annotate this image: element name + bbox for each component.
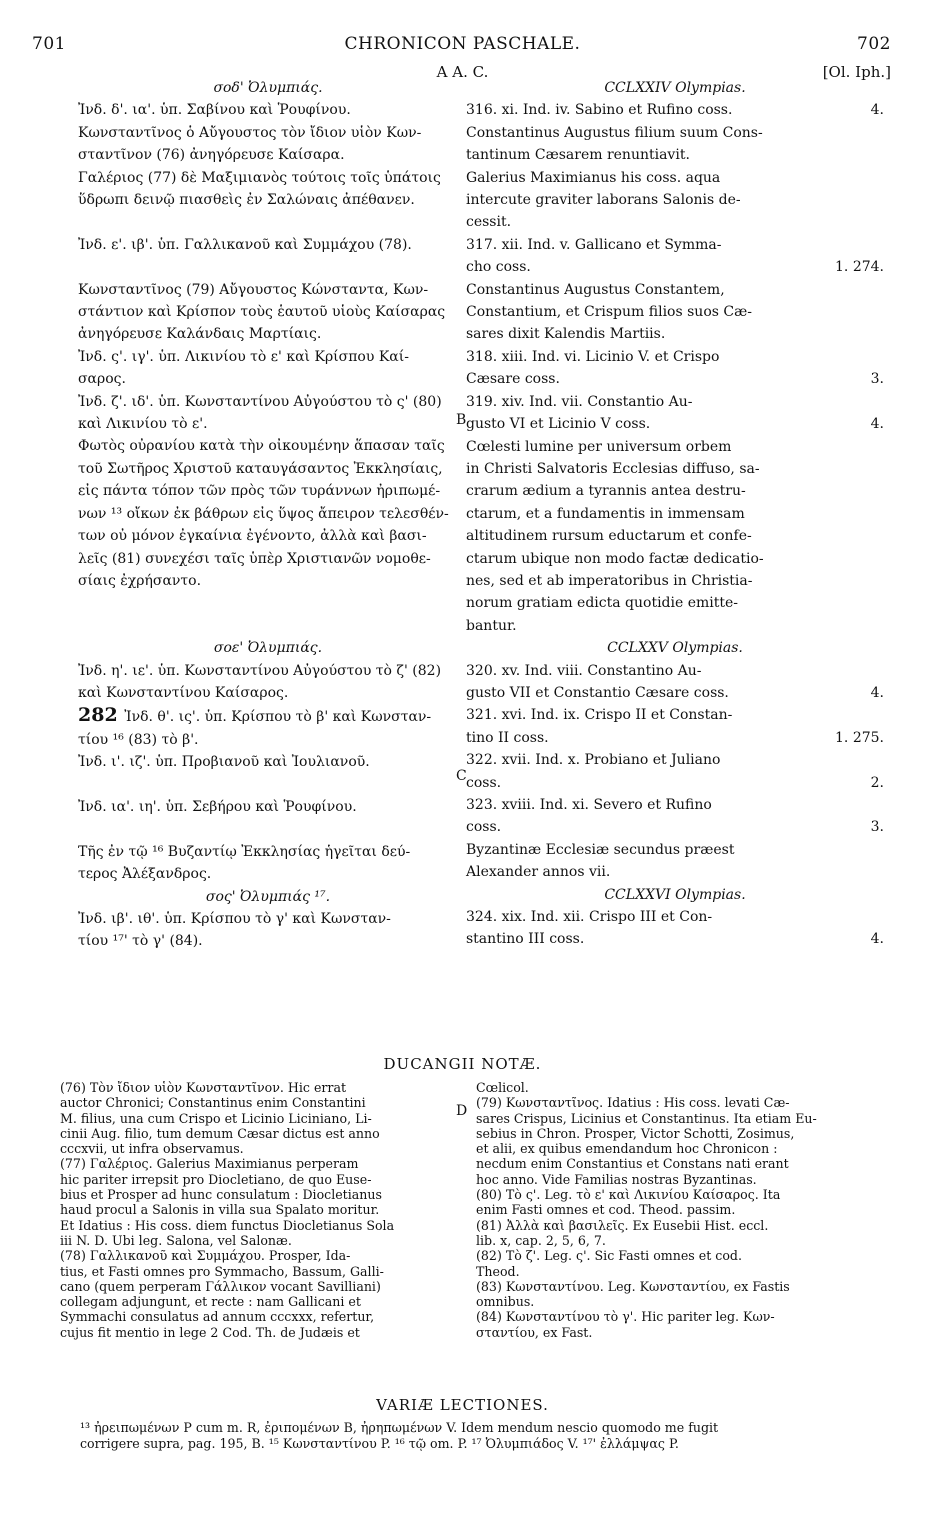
greek-text: σοε' Ὀλυμπιάς. <box>213 640 323 657</box>
latin-text: intercute graviter laborans Salonis de- <box>466 192 741 209</box>
greek-text: Ἰνδ. ια'. ιη'. ὑπ. Σεβήρου καὶ Ῥουφίνου. <box>78 798 357 815</box>
greek-text: σίαις ἐχρήσαντο. <box>78 572 202 589</box>
latin-text: in Christi Salvatoris Ecclesias diffuso, sa- <box>466 460 760 477</box>
greek-line <box>78 525 458 547</box>
variant-readings <box>80 1420 718 1451</box>
latin-line <box>466 839 884 861</box>
margin-letter-b: B <box>456 412 467 428</box>
latin-text: Constantinus Augustus Constantem, <box>466 281 725 298</box>
note-line: (79) Κωνσταντῖνος. Idatius : His coss. levati Cæ- <box>476 1095 790 1111</box>
note-line: et alii, ex quibus emendandum hoc Chronicon : <box>476 1141 778 1157</box>
greek-line <box>78 751 458 773</box>
latin-text: CCLXXIV Olympias. <box>604 80 746 96</box>
greek-text: εἰς πάντα τόπον τῶν πρὸς τῶν τυράννων ἠριπωμέ- <box>78 483 441 500</box>
latin-line <box>466 279 884 301</box>
greek-text: καὶ Λικινίου τὸ ε'. <box>78 416 208 433</box>
latin-text: tantinum Cæsarem renuntiavit. <box>466 147 690 164</box>
note-line: enim Fasti omnes et cod. Theod. passim. <box>476 1202 736 1218</box>
latin-text: tino II coss. <box>466 729 549 746</box>
note-line: auctor Chronici; Constantinus enim Constantini <box>60 1095 366 1111</box>
latin-text: CCLXXVI Olympias. <box>604 886 746 903</box>
greek-line <box>78 368 458 390</box>
latin-line <box>466 323 884 345</box>
greek-line <box>78 144 458 166</box>
latin-text: crarum ædium a tyrannis antea destru- <box>466 483 746 500</box>
note-line: omnibus. <box>476 1294 535 1310</box>
latin-line <box>466 816 884 838</box>
latin-line <box>466 189 884 211</box>
note-line: (84) Κωνσταντίνου τὸ γ'. Hic pariter leg. Κων- <box>476 1309 775 1325</box>
greek-text: σος' Ὀλυμπιάς ¹⁷. <box>205 888 331 905</box>
greek-column <box>78 77 458 953</box>
note-line: haud procul a Salonis in villa sua Spalato moritur. <box>60 1202 380 1218</box>
note-line: (77) Γαλέριος. Galerius Maximianus perperam <box>60 1156 359 1172</box>
latin-line <box>466 480 884 502</box>
greek-text: τερος Ἀλέξανδρος. <box>78 866 212 883</box>
year-header: A A. C. <box>436 63 489 81</box>
notes-title: DUCANGII NOTÆ. <box>383 1055 542 1073</box>
greek-text: Ἰνδ. η'. ιε'. ὑπ. Κωνσταντίνου Αὐγούστου τὸ ζ' (82) <box>78 662 442 679</box>
greek-text: Ἰνδ. ζ'. ιδ'. ὑπ. Κωνσταντίνου Αὐγούστου τὸ ς' (80) <box>78 393 442 410</box>
latin-line <box>466 615 884 637</box>
greek-line <box>78 796 458 818</box>
left-page-number: 701 <box>32 34 66 54</box>
greek-line <box>78 570 458 592</box>
latin-line <box>466 77 884 99</box>
greek-line <box>78 413 458 435</box>
notes-right-column <box>476 1080 817 1340</box>
latin-text: stantino III coss. <box>466 931 585 948</box>
latin-line <box>466 772 884 794</box>
greek-text: τίου ¹⁷' τὸ γ' (84). <box>78 933 203 950</box>
greek-line <box>78 211 458 233</box>
greek-text: Ἰνδ. ι'. ιζ'. ὑπ. Προβιανοῦ καὶ Ἰουλιανοῦ. <box>78 754 370 771</box>
latin-line <box>466 413 884 435</box>
latin-line <box>466 167 884 189</box>
latin-text: 316. xi. Ind. iv. Sabino et Rufino coss. <box>466 102 733 119</box>
marginal-year-number: 3. <box>870 371 884 388</box>
note-line: cujus fit mentio in lege 2 Cod. Th. de Judæis et <box>60 1324 360 1340</box>
latin-line <box>466 928 884 950</box>
greek-line <box>78 99 458 121</box>
note-line: sares Crispus, Licinius et Constantinus. Ita etiam Eu- <box>476 1110 817 1126</box>
latin-line <box>466 144 884 166</box>
latin-line <box>466 391 884 413</box>
olympiad-reference: [Ol. Iph.] <box>822 63 891 81</box>
latin-text: coss. <box>466 819 502 836</box>
latin-line <box>466 682 884 704</box>
latin-line <box>466 727 884 749</box>
variant-line: corrigere supra, pag. 195, B. ¹⁵ Κωνσταντίνου P. ¹⁶ τῷ om. P. ¹⁷ Ὀλυμπιάδος V. ¹⁷' ἐλλάμψας P. <box>80 1435 679 1451</box>
greek-line <box>78 592 458 614</box>
greek-line <box>78 704 458 728</box>
latin-line <box>466 548 884 570</box>
latin-line <box>466 458 884 480</box>
note-line: Et Idatius : His coss. diem functus Diocletianus Sola <box>60 1217 395 1233</box>
latin-line <box>466 436 884 458</box>
greek-text: Ἰνδ. θ'. ις'. ὑπ. Κρίσπου τὸ β' καὶ Κωνσταν- <box>124 709 432 726</box>
note-line: necdum enim Constantius et Constans nati erant <box>476 1156 789 1172</box>
greek-line <box>78 279 458 301</box>
greek-text: Ἰνδ. ς'. ιγ'. ὑπ. Λικινίου τὸ ε' καὶ Κρίσπου Καί- <box>78 348 409 365</box>
latin-line <box>466 301 884 323</box>
latin-line <box>466 637 884 659</box>
note-line: cinii Aug. filio, tum demum Cæsar dictus est anno <box>60 1125 380 1141</box>
marginal-year-number: 1. 274. <box>835 259 884 276</box>
notes-left-column <box>60 1080 394 1340</box>
greek-line <box>78 930 458 952</box>
latin-line <box>466 525 884 547</box>
latin-line <box>466 234 884 256</box>
latin-text: bantur. <box>466 617 517 634</box>
latin-line <box>466 794 884 816</box>
greek-line <box>78 77 458 99</box>
note-line: (78) Γαλλικανοῦ καὶ Συμμάχου. Prosper, Ida- <box>60 1248 351 1264</box>
greek-text: ὕδρωπι δεινῷ πιασθεὶς ἐν Σαλώναις ἀπέθανεν. <box>78 192 415 209</box>
greek-text: νων ¹³ οἴκων ἐκ βάθρων εἰς ὕψος ἄπειρον τελεσθέν- <box>78 505 449 522</box>
marginal-year-number: 4. <box>870 416 884 433</box>
greek-line <box>78 841 458 863</box>
latin-line <box>466 99 884 121</box>
marginal-year-number: 1. 275. <box>835 729 884 746</box>
marginal-year-number: 4. <box>870 102 884 119</box>
greek-line <box>78 886 458 908</box>
latin-text: 318. xiii. Ind. vi. Licinio V. et Crispo <box>466 348 720 365</box>
latin-line <box>466 884 884 906</box>
greek-line <box>78 301 458 323</box>
note-line: (81) Ἀλλὰ καὶ βασιλεῖς. Ex Eusebii Hist. eccl. <box>476 1217 769 1233</box>
latin-text: 322. xvii. Ind. x. Probiano et Juliano <box>466 752 721 769</box>
note-line: Theod. <box>476 1263 520 1279</box>
marginal-year-number: 3. <box>870 819 884 836</box>
latin-text: CCLXXV Olympias. <box>607 640 743 657</box>
latin-text: cho coss. <box>466 259 531 276</box>
note-line: (82) Τὸ ζ'. Leg. ς'. Sic Fasti omnes et cod. <box>476 1248 742 1264</box>
greek-text: σταντῖνον (76) ἀνηγόρευσε Καίσαρα. <box>78 147 345 164</box>
greek-line <box>78 323 458 345</box>
latin-text: 319. xiv. Ind. vii. Constantio Au- <box>466 393 693 410</box>
greek-text: σοδ' Ὀλυμπιάς. <box>213 80 323 96</box>
greek-line <box>78 615 458 637</box>
greek-text: καὶ Κωνσταντίνου Καίσαρος. <box>78 684 289 701</box>
latin-text: nes, sed et ab imperatoribus in Christia- <box>466 572 753 589</box>
greek-text: ἀνηγόρευσε Καλάνδαις Μαρτίαις. <box>78 326 322 343</box>
margin-letter-c: C <box>456 768 467 784</box>
latin-line <box>466 368 884 390</box>
latin-text: Cœlesti lumine per universum orbem <box>466 438 732 455</box>
latin-text: ctarum ubique non modo factæ dedicatio- <box>466 550 764 567</box>
greek-line <box>78 234 458 256</box>
greek-line <box>78 122 458 144</box>
note-line: σταντίου, ex Fast. <box>476 1324 593 1340</box>
note-line: M. filius, una cum Crispo et Licinio Liciniano, Li- <box>60 1110 372 1126</box>
greek-text: Ἰνδ. ε'. ιβ'. ὑπ. Γαλλικανοῦ καὶ Συμμάχου (78). <box>78 236 412 253</box>
latin-text: coss. <box>466 774 502 791</box>
greek-text: των οὐ μόνον ἐγκαίνια ἐγένοντο, ἀλλὰ καὶ βασι- <box>78 528 427 545</box>
latin-text: ctarum, et a fundamentis in immensam <box>466 505 745 522</box>
latin-column <box>466 77 884 951</box>
note-line: hic pariter irrepsit pro Diocletiano, de quo Euse- <box>60 1171 372 1187</box>
latin-line <box>466 346 884 368</box>
latin-line <box>466 570 884 592</box>
latin-text: Constantinus Augustus filium suum Cons- <box>466 124 763 141</box>
note-line: bius et Prosper ad hunc consulatum : Diocletianus <box>60 1187 382 1203</box>
note-line: (80) Τὸ ς'. Leg. τὸ ε' καὶ Λικινίου Καίσαρος. Ita <box>476 1187 781 1203</box>
greek-line <box>78 682 458 704</box>
right-page-number: 702 <box>857 34 891 54</box>
greek-text: Τῆς ἐν τῷ ¹⁶ Βυζαντίῳ Ἐκκλησίας ἡγεῖται δεύ- <box>78 843 411 860</box>
greek-text: Φωτὸς οὐρανίου κατὰ τὴν οἰκουμένην ἅπασαν ταῖς <box>78 438 445 455</box>
latin-text: sares dixit Kalendis Martiis. <box>466 326 666 343</box>
latin-line <box>466 749 884 771</box>
latin-text: 321. xvi. Ind. ix. Crispo II et Constan- <box>466 707 733 724</box>
latin-text: cessit. <box>466 214 512 231</box>
greek-line <box>78 863 458 885</box>
latin-text: 324. xix. Ind. xii. Crispo III et Con- <box>466 909 713 926</box>
latin-text: 320. xv. Ind. viii. Constantino Au- <box>466 662 702 679</box>
note-line: hoc anno. Vide Familias nostras Byzantinas. <box>476 1171 757 1187</box>
latin-text: altitudinem rursum eductarum et confe- <box>466 528 752 545</box>
note-line: cano (quem perperam Γάλλικον vocant Savilliani) <box>60 1278 381 1294</box>
latin-line <box>466 592 884 614</box>
latin-line <box>466 122 884 144</box>
greek-text: σαρος. <box>78 371 126 388</box>
greek-line <box>78 660 458 682</box>
latin-text: Constantium, et Crispum filios suos Cæ- <box>466 304 752 321</box>
note-line: lib. x, cap. 2, 5, 6, 7. <box>476 1232 606 1248</box>
greek-line <box>78 908 458 930</box>
note-line: Symmachi consulatus ad annum cccxxx, refertur, <box>60 1309 375 1325</box>
greek-text: τοῦ Σωτῆρος Χριστοῦ καταυγάσαντος Ἐκκλησίαις, <box>78 460 443 477</box>
note-line: iii N. D. Ubi leg. Salona, vel Salonæ. <box>60 1232 292 1248</box>
greek-line <box>78 435 458 457</box>
note-line: Cœlicol. <box>476 1080 529 1095</box>
note-line: sebius in Chron. Prosper, Victor Schotti, Zosimus, <box>476 1125 795 1141</box>
marginal-year-number: 4. <box>870 931 884 948</box>
marginal-year-number: 2. <box>870 774 884 791</box>
variae-title: VARIÆ LECTIONES. <box>376 1396 549 1414</box>
greek-text: Κωνσταντῖνος ὁ Αὔγουστος τὸν ἴδιον υἱὸν Κων- <box>78 124 422 141</box>
greek-line <box>78 818 458 840</box>
latin-line <box>466 503 884 525</box>
latin-text: gusto VII et Constantio Cæsare coss. <box>466 684 729 701</box>
note-line: cccxvii, ut infra observamus. <box>60 1141 244 1157</box>
greek-text: Γαλέριος (77) δὲ Μαξιμιανὸς τούτοις τοῖς ὑπάτοις <box>78 169 441 186</box>
note-line: collegam adjungunt, et recte : nam Gallicani et <box>60 1294 361 1310</box>
latin-text: Byzantinæ Ecclesiæ secundus præest <box>466 841 735 858</box>
latin-text: Cæsare coss. <box>466 371 560 388</box>
note-line: tius, et Fasti omnes pro Symmacho, Bassum, Galli- <box>60 1263 384 1279</box>
greek-line <box>78 729 458 751</box>
greek-line <box>78 458 458 480</box>
latin-text: 317. xii. Ind. v. Gallicano et Symma- <box>466 236 722 253</box>
latin-text: Galerius Maximianus his coss. aqua <box>466 169 721 186</box>
greek-text: στάντιον καὶ Κρίσπον τοὺς ἑαυτοῦ υἱοὺς Καίσαρας <box>78 304 446 321</box>
greek-line <box>78 503 458 525</box>
marginal-year-number: 4. <box>870 684 884 701</box>
latin-text: norum gratiam edicta quotidie emitte- <box>466 595 739 612</box>
greek-text: Ἰνδ. ιβ'. ιθ'. ὑπ. Κρίσπου τὸ γ' καὶ Κωνσταν- <box>78 910 391 927</box>
greek-line <box>78 548 458 570</box>
note-line: (83) Κωνσταντίνου. Leg. Κωνσταντίου, ex Fastis <box>476 1278 790 1294</box>
note-line: (76) Τὸν ἴδιον υἱὸν Κωνσταντῖνον. Hic errat <box>60 1080 347 1095</box>
latin-text: gusto VI et Licinio V coss. <box>466 416 651 433</box>
latin-line <box>466 861 884 883</box>
greek-line <box>78 480 458 502</box>
latin-line <box>466 211 884 233</box>
variant-line: ¹³ ἠρειπωμένων P cum m. R, ἐριπομένων B, ἠρηπωμένων V. Idem mendum nescio quomodo me fugit <box>80 1420 719 1435</box>
latin-line <box>466 660 884 682</box>
greek-text: Ἰνδ. δ'. ια'. ὑπ. Σαβίνου καὶ Ῥουφίνου. <box>78 102 351 119</box>
latin-text: 323. xviii. Ind. xi. Severo et Rufino <box>466 797 712 813</box>
latin-line <box>466 256 884 278</box>
latin-line <box>466 906 884 928</box>
greek-line <box>78 774 458 796</box>
greek-line <box>78 256 458 278</box>
greek-line <box>78 637 458 659</box>
latin-text: Alexander annos vii. <box>466 864 611 881</box>
greek-line <box>78 167 458 189</box>
greek-text: τίου ¹⁶ (83) τὸ β'. <box>78 731 199 748</box>
greek-line <box>78 346 458 368</box>
greek-text: λεῖς (81) συνεχέσι ταῖς ὑπὲρ Χριστιανῶν νομοθε- <box>78 550 431 567</box>
running-title: CHRONICON PASCHALE. <box>344 34 581 54</box>
greek-line <box>78 391 458 413</box>
latin-line <box>466 704 884 726</box>
greek-text: Κωνσταντῖνος (79) Αὔγουστος Κώνσταντα, Κων- <box>78 281 429 298</box>
greek-line <box>78 189 458 211</box>
page-ref-number: 282 <box>78 704 125 727</box>
margin-letter-d: D <box>456 1103 468 1119</box>
